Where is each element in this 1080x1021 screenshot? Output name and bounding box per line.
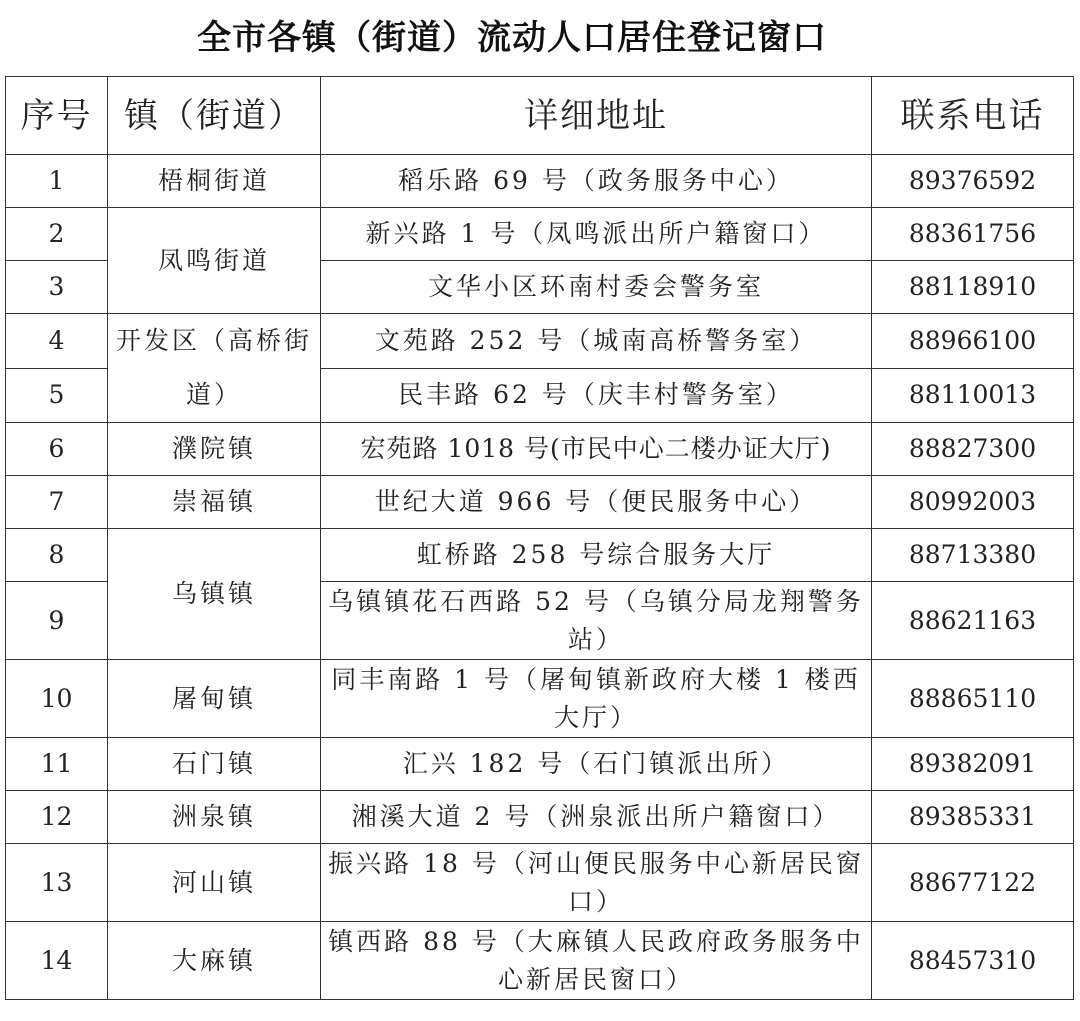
row-address: 汇兴 182 号（石门镇派出所） xyxy=(321,738,872,791)
row-phone: 89376592 xyxy=(872,155,1074,208)
table-row xyxy=(6,423,1074,476)
row-no: 12 xyxy=(6,791,108,844)
row-phone: 88827300 xyxy=(872,423,1074,476)
table-row xyxy=(6,155,1074,208)
row-phone: 88677122 xyxy=(872,844,1074,922)
table-row xyxy=(6,529,1074,582)
row-no: 3 xyxy=(6,261,108,314)
row-town: 洲泉镇 xyxy=(108,791,321,844)
row-phone: 80992003 xyxy=(872,476,1074,529)
row-no: 10 xyxy=(6,660,108,738)
row-phone: 89382091 xyxy=(872,738,1074,791)
row-phone: 88966100 xyxy=(872,314,1074,369)
row-address: 宏苑路 1018 号(市民中心二楼办证大厅) xyxy=(321,423,872,476)
row-address: 振兴路 18 号（河山便民服务中心新居民窗口） xyxy=(321,844,872,922)
table-row xyxy=(6,314,1074,369)
row-no: 7 xyxy=(6,476,108,529)
row-town: 梧桐街道 xyxy=(108,155,321,208)
registration-window-table xyxy=(5,76,1074,1000)
table-row xyxy=(6,476,1074,529)
row-address: 湘溪大道 2 号（洲泉派出所户籍窗口） xyxy=(321,791,872,844)
row-town: 大麻镇 xyxy=(108,922,321,1000)
table-row xyxy=(6,791,1074,844)
row-town: 崇福镇 xyxy=(108,476,321,529)
row-address: 新兴路 1 号（凤鸣派出所户籍窗口） xyxy=(321,208,872,261)
row-town: 凤鸣街道 xyxy=(108,208,321,314)
row-town: 开发区（高桥街道） xyxy=(108,314,321,423)
row-address: 虹桥路 258 号综合服务大厅 xyxy=(321,529,872,582)
row-address: 文华小区环南村委会警务室 xyxy=(321,261,872,314)
row-phone: 89385331 xyxy=(872,791,1074,844)
row-address: 文苑路 252 号（城南高桥警务室） xyxy=(321,314,872,369)
row-address: 稻乐路 69 号（政务服务中心） xyxy=(321,155,872,208)
row-town: 屠甸镇 xyxy=(108,660,321,738)
row-town: 石门镇 xyxy=(108,738,321,791)
table-row xyxy=(6,660,1074,738)
row-address: 同丰南路 1 号（屠甸镇新政府大楼 1 楼西大厅） xyxy=(321,660,872,738)
row-address: 镇西路 88 号（大麻镇人民政府政务服务中心新居民窗口） xyxy=(321,922,872,1000)
row-address: 民丰路 62 号（庆丰村警务室） xyxy=(321,368,872,423)
page-title: 全市各镇（街道）流动人口居住登记窗口 xyxy=(197,18,827,58)
row-no: 6 xyxy=(6,423,108,476)
row-town: 河山镇 xyxy=(108,844,321,922)
row-phone: 88118910 xyxy=(872,261,1074,314)
table-row xyxy=(6,844,1074,922)
row-no: 14 xyxy=(6,922,108,1000)
row-no: 13 xyxy=(6,844,108,922)
header-no: 序号 xyxy=(6,77,108,155)
row-address: 乌镇镇花石西路 52 号（乌镇分局龙翔警务站） xyxy=(321,582,872,660)
row-phone: 88621163 xyxy=(872,582,1074,660)
table-header-row xyxy=(6,77,1074,155)
row-phone: 88457310 xyxy=(872,922,1074,1000)
row-no: 1 xyxy=(6,155,108,208)
table-row xyxy=(6,208,1074,261)
row-no: 9 xyxy=(6,582,108,660)
header-phone: 联系电话 xyxy=(872,77,1074,155)
row-phone: 88713380 xyxy=(872,529,1074,582)
row-phone: 88110013 xyxy=(872,368,1074,423)
row-address: 世纪大道 966 号（便民服务中心） xyxy=(321,476,872,529)
row-phone: 88361756 xyxy=(872,208,1074,261)
row-no: 11 xyxy=(6,738,108,791)
row-no: 2 xyxy=(6,208,108,261)
table-row xyxy=(6,922,1074,1000)
header-town: 镇（街道） xyxy=(108,77,321,155)
header-address: 详细地址 xyxy=(321,77,872,155)
table-row xyxy=(6,738,1074,791)
row-town: 乌镇镇 xyxy=(108,529,321,660)
row-phone: 88865110 xyxy=(872,660,1074,738)
row-no: 4 xyxy=(6,314,108,369)
row-no: 8 xyxy=(6,529,108,582)
row-town: 濮院镇 xyxy=(108,423,321,476)
row-no: 5 xyxy=(6,368,108,423)
